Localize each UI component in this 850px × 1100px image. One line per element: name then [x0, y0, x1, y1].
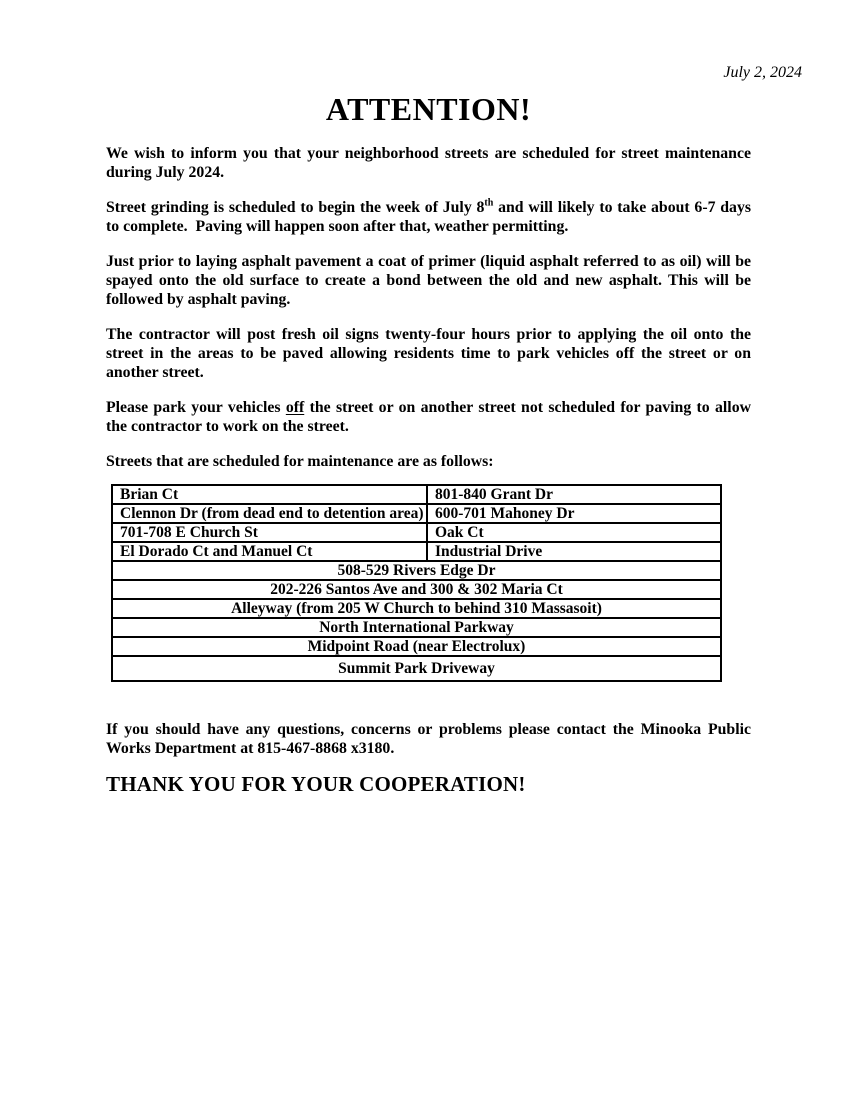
paragraph-primer: Just prior to laying asphalt pavement a coat of primer (liquid asphalt referred to as oil) will be spayed onto the old surface to create a bond between the old and new asphalt. This will be followed by asphalt paving.: [106, 253, 751, 308]
table-row: [112, 656, 721, 681]
ordinal-superscript: th: [484, 197, 494, 209]
table-row: [112, 485, 721, 504]
document-title: ATTENTION!: [325, 91, 532, 127]
table-row: [112, 618, 721, 637]
street-cell-full: North International Parkway: [112, 618, 721, 637]
table-row: [112, 561, 721, 580]
table-row: [112, 580, 721, 599]
parking-text-before: Please park your vehicles: [106, 399, 286, 416]
street-cell-full: 508-529 Rivers Edge Dr: [112, 561, 721, 580]
street-cell: Industrial Drive: [427, 542, 721, 561]
paragraph-grinding: [106, 198, 751, 236]
street-cell-full: Midpoint Road (near Electrolux): [112, 637, 721, 656]
street-cell: Oak Ct: [427, 523, 721, 542]
grinding-text-after: and will likely to take about 6-7 days to complete. Paving will happen soon after that, weather permitting.: [106, 199, 752, 235]
street-cell: 801-840 Grant Dr: [427, 485, 721, 504]
streets-table: [111, 484, 722, 682]
parking-text-after: the street or on another street not scheduled for paving to allow the contractor to work on the street.: [106, 399, 751, 435]
table-row: [112, 542, 721, 561]
paragraph-intro: We wish to inform you that your neighborhood streets are scheduled for street maintenance during July 2024.: [106, 145, 751, 181]
paragraph-contact: If you should have any questions, concerns or problems please contact the Minooka Public Works Department at 815-467-8868 x3180.: [106, 721, 751, 757]
street-cell-full: Summit Park Driveway: [112, 656, 721, 681]
document-date: July 2, 2024: [723, 64, 802, 81]
document-content: [106, 92, 751, 796]
street-cell: El Dorado Ct and Manuel Ct: [112, 542, 427, 561]
street-cell: 701-708 E Church St: [112, 523, 427, 542]
closing-statement: THANK YOU FOR YOUR COOPERATION!: [106, 772, 526, 796]
table-row: [112, 599, 721, 618]
street-cell-full: 202-226 Santos Ave and 300 & 302 Maria Ct: [112, 580, 721, 599]
table-row: [112, 637, 721, 656]
parking-off-underlined: off: [285, 399, 305, 416]
streets-table-body: [112, 485, 721, 681]
street-cell-full: Alleyway (from 205 W Church to behind 310 Massasoit): [112, 599, 721, 618]
table-row: [112, 523, 721, 542]
paragraph-oil-signs: The contractor will post fresh oil signs twenty-four hours prior to applying the oil onto the street in the areas to be paved allowing residents time to park vehicles off the street or on another street.: [106, 326, 751, 381]
street-cell: Clennon Dr (from dead end to detention area): [112, 504, 427, 523]
street-cell: Brian Ct: [112, 485, 427, 504]
paragraph-parking: [106, 398, 751, 436]
table-row: [112, 504, 721, 523]
grinding-text-before: Street grinding is scheduled to begin the week of July 8: [106, 199, 485, 216]
street-cell: 600-701 Mahoney Dr: [427, 504, 721, 523]
paragraph-streets-intro: Streets that are scheduled for maintenance are as follows:: [106, 453, 494, 470]
